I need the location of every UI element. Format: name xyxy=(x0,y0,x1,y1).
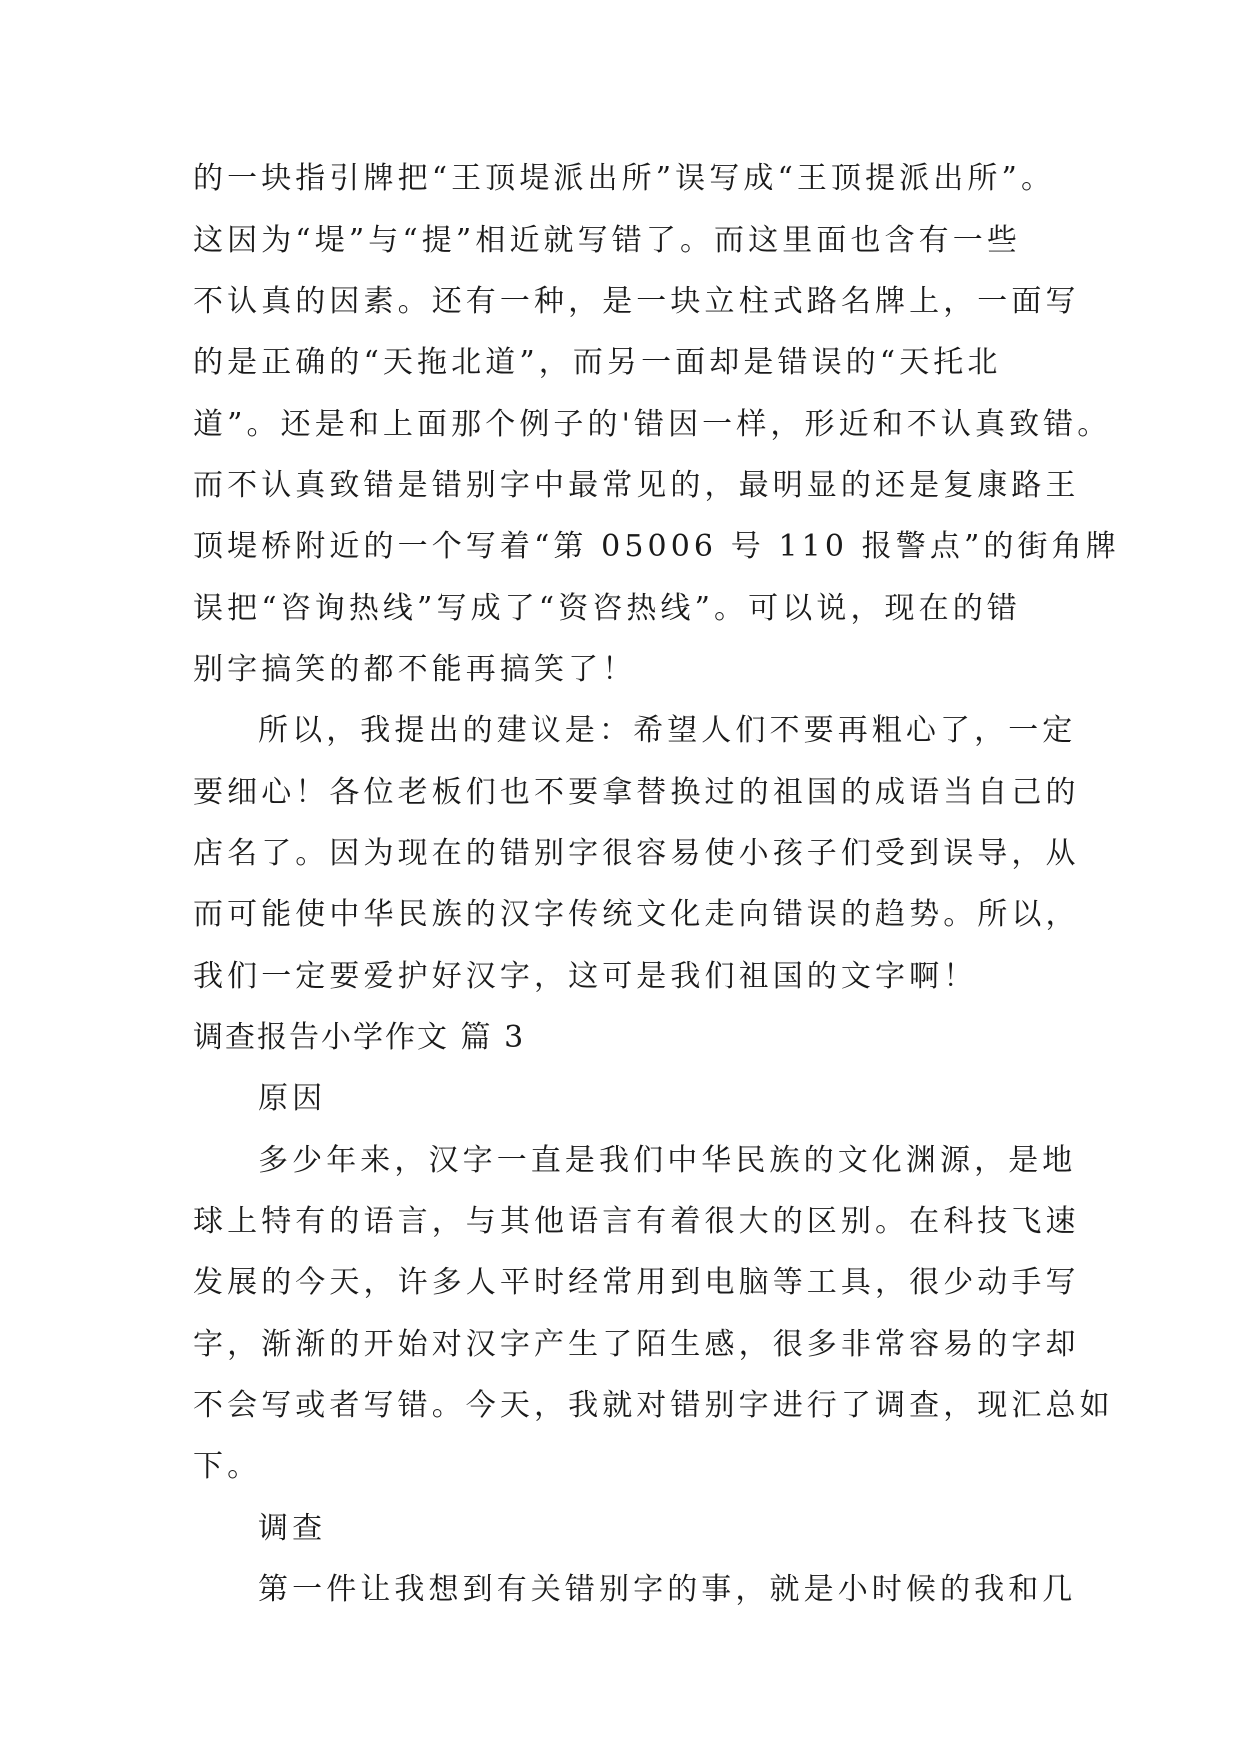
body-text-line: 别字搞笑的都不能再搞笑了！ xyxy=(193,652,637,687)
paragraph-start-line: 所以，我提出的建议是：希望人们不要再粗心了，一定 xyxy=(258,713,1077,748)
body-text-line: 不会写或者写错。今天，我就对错别字进行了调查，现汇总如 xyxy=(193,1388,1114,1423)
body-text-line: 字，渐渐的开始对汉字产生了陌生感，很多非常容易的字却 xyxy=(193,1327,1080,1362)
body-text-line: 店名了。因为现在的错别字很容易使小孩子们受到误导，从 xyxy=(193,836,1080,871)
body-text-line: 而可能使中华民族的汉字传统文化走向错误的趋势。所以， xyxy=(193,897,1080,932)
paragraph-start-line: 多少年来，汉字一直是我们中华民族的文化渊源，是地 xyxy=(258,1143,1077,1178)
body-text-line: 球上特有的语言，与其他语言有着很大的区别。在科技飞速 xyxy=(193,1204,1080,1239)
body-text-line: 要细心！各位老板们也不要拿替换过的祖国的成语当自己的 xyxy=(193,775,1080,810)
body-text-line: 而不认真致错是错别字中最常见的，最明显的还是复康路王 xyxy=(193,468,1080,503)
body-text-line: 道”。还是和上面那个例子的'错因一样，形近和不认真致错。 xyxy=(193,407,1112,442)
body-text-line: 下。 xyxy=(193,1449,262,1484)
section-heading: 调查报告小学作文 篇 3 xyxy=(193,1020,526,1055)
body-text-line: 发展的今天，许多人平时经常用到电脑等工具，很少动手写 xyxy=(193,1265,1080,1300)
body-text-line: 顶堤桥附近的一个写着“第 05006 号 110 报警点”的街角牌 xyxy=(193,529,1120,564)
body-text-line: 我们一定要爱护好汉字，这可是我们祖国的文字啊！ xyxy=(193,959,978,994)
paragraph-start-line: 第一件让我想到有关错别字的事，就是小时候的我和几 xyxy=(258,1572,1077,1607)
body-text-line: 的一块指引牌把“王顶堤派出所”误写成“王顶提派出所”。 xyxy=(193,161,1056,196)
subheading-cause: 原因 xyxy=(258,1081,327,1116)
body-text-line: 不认真的因素。还有一种，是一块立柱式路名牌上，一面写 xyxy=(193,284,1080,319)
body-text-line: 的是正确的“天拖北道”，而另一面却是错误的“天托北 xyxy=(193,345,1002,380)
subheading-survey: 调查 xyxy=(258,1511,327,1546)
body-text-line: 误把“咨询热线”写成了“资咨热线”。可以说，现在的错 xyxy=(193,591,1021,626)
body-text-line: 这因为“堤”与“提”相近就写错了。而这里面也含有一些 xyxy=(193,223,1021,258)
